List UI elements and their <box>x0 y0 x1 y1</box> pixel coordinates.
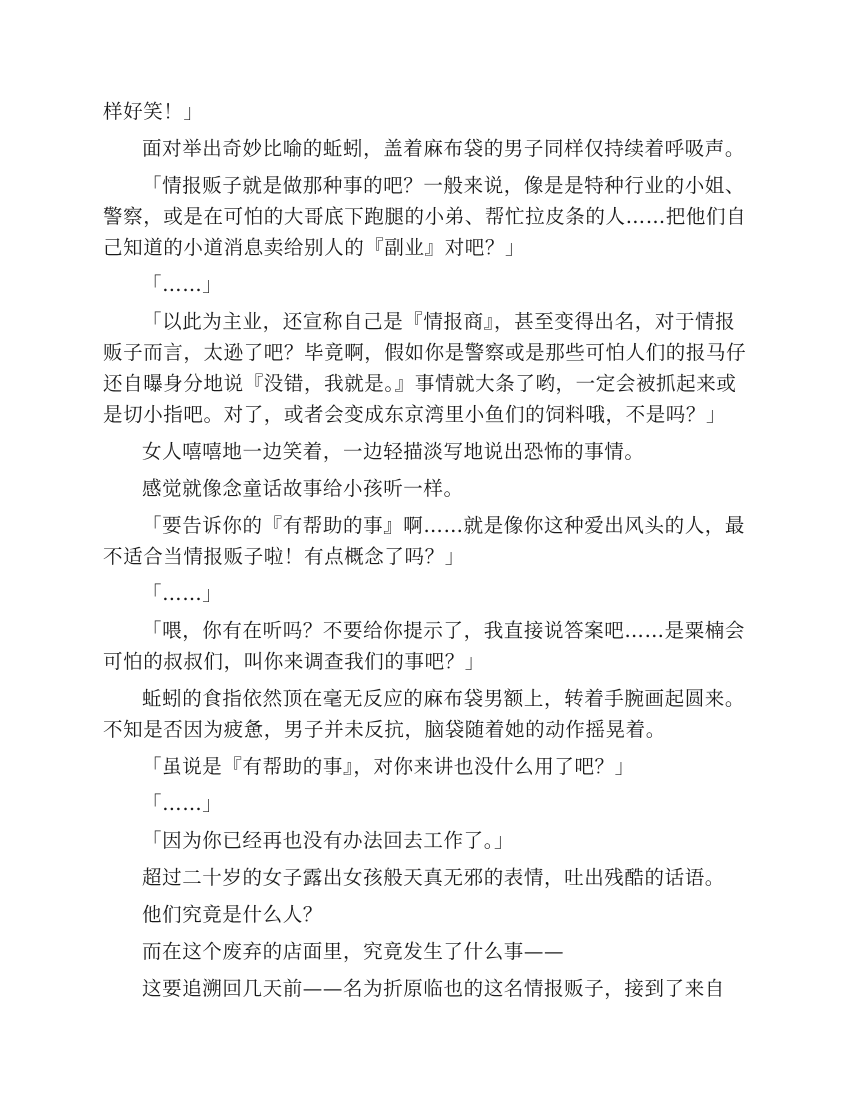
paragraph: 这要追溯回几天前——名为折原临也的这名情报贩子，接到了来自 <box>142 977 725 1000</box>
paragraph: 「……」 <box>142 792 223 815</box>
paragraph: 「因为你已经再也没有办法回去工作了。」 <box>142 829 515 852</box>
paragraph: 「喂，你有在听吗？不要给你提示了，我直接说答案吧……是粟楠会可怕的叔叔们，叫你来调查我们的事吧？」 <box>103 619 746 673</box>
paragraph: 「……」 <box>142 273 223 296</box>
document-page <box>103 96 753 1010</box>
paragraph: 面对举出奇妙比喻的蚯蚓，盖着麻布袋的男子同样仅持续着呼吸声。 <box>142 137 746 160</box>
paragraph: 而在这个废弃的店面里，究竟发生了什么事—— <box>142 940 565 963</box>
paragraph: 感觉就像念童话故事给小孩听一样。 <box>142 477 464 500</box>
paragraph: 他们究竟是什么人？ <box>142 903 323 926</box>
paragraph: 「……」 <box>142 582 223 605</box>
paragraph: 超过二十岁的女子露出女孩般天真无邪的表情，吐出残酷的话语。 <box>142 866 725 889</box>
paragraph: 「虽说是『有帮助的事』，对你来讲也没什么用了吧？」 <box>142 755 635 778</box>
paragraph: 女人嘻嘻地一边笑着，一边轻描淡写地说出恐怖的事情。 <box>142 440 645 463</box>
paragraph: 「情报贩子就是做那种事的吧？一般来说，像是是特种行业的小姐、警察，或是在可怕的大哥底下跑腿的小弟、帮忙拉皮条的人……把他们自己知道的小道消息卖给别人的『副业』对吧？」 <box>103 174 747 259</box>
paragraph: 样好笑！」 <box>103 100 204 123</box>
paragraph: 蚯蚓的食指依然顶在毫无反应的麻布袋男额上，转着手腕画起圆来。不知是否因为疲惫，男子并未反抗，脑袋随着她的动作摇晃着。 <box>103 687 746 741</box>
paragraph: 「要告诉你的『有帮助的事』啊……就是像你这种爱出风头的人，最不适合当情报贩子啦！有点概念了吗？」 <box>103 514 746 568</box>
paragraph: 「以此为主业，还宣称自己是『情报商』，甚至变得出名，对于情报贩子而言，太逊了吧？毕竟啊，假如你是警察或是那些可怕人们的报马仔还自曝身分地说『没错，我就是。』事情就大条了哟，一定会被抓起来或是切小指吧。对了，或者会变成东京湾里小鱼们的饲料哦，不是吗？」 <box>103 310 747 426</box>
